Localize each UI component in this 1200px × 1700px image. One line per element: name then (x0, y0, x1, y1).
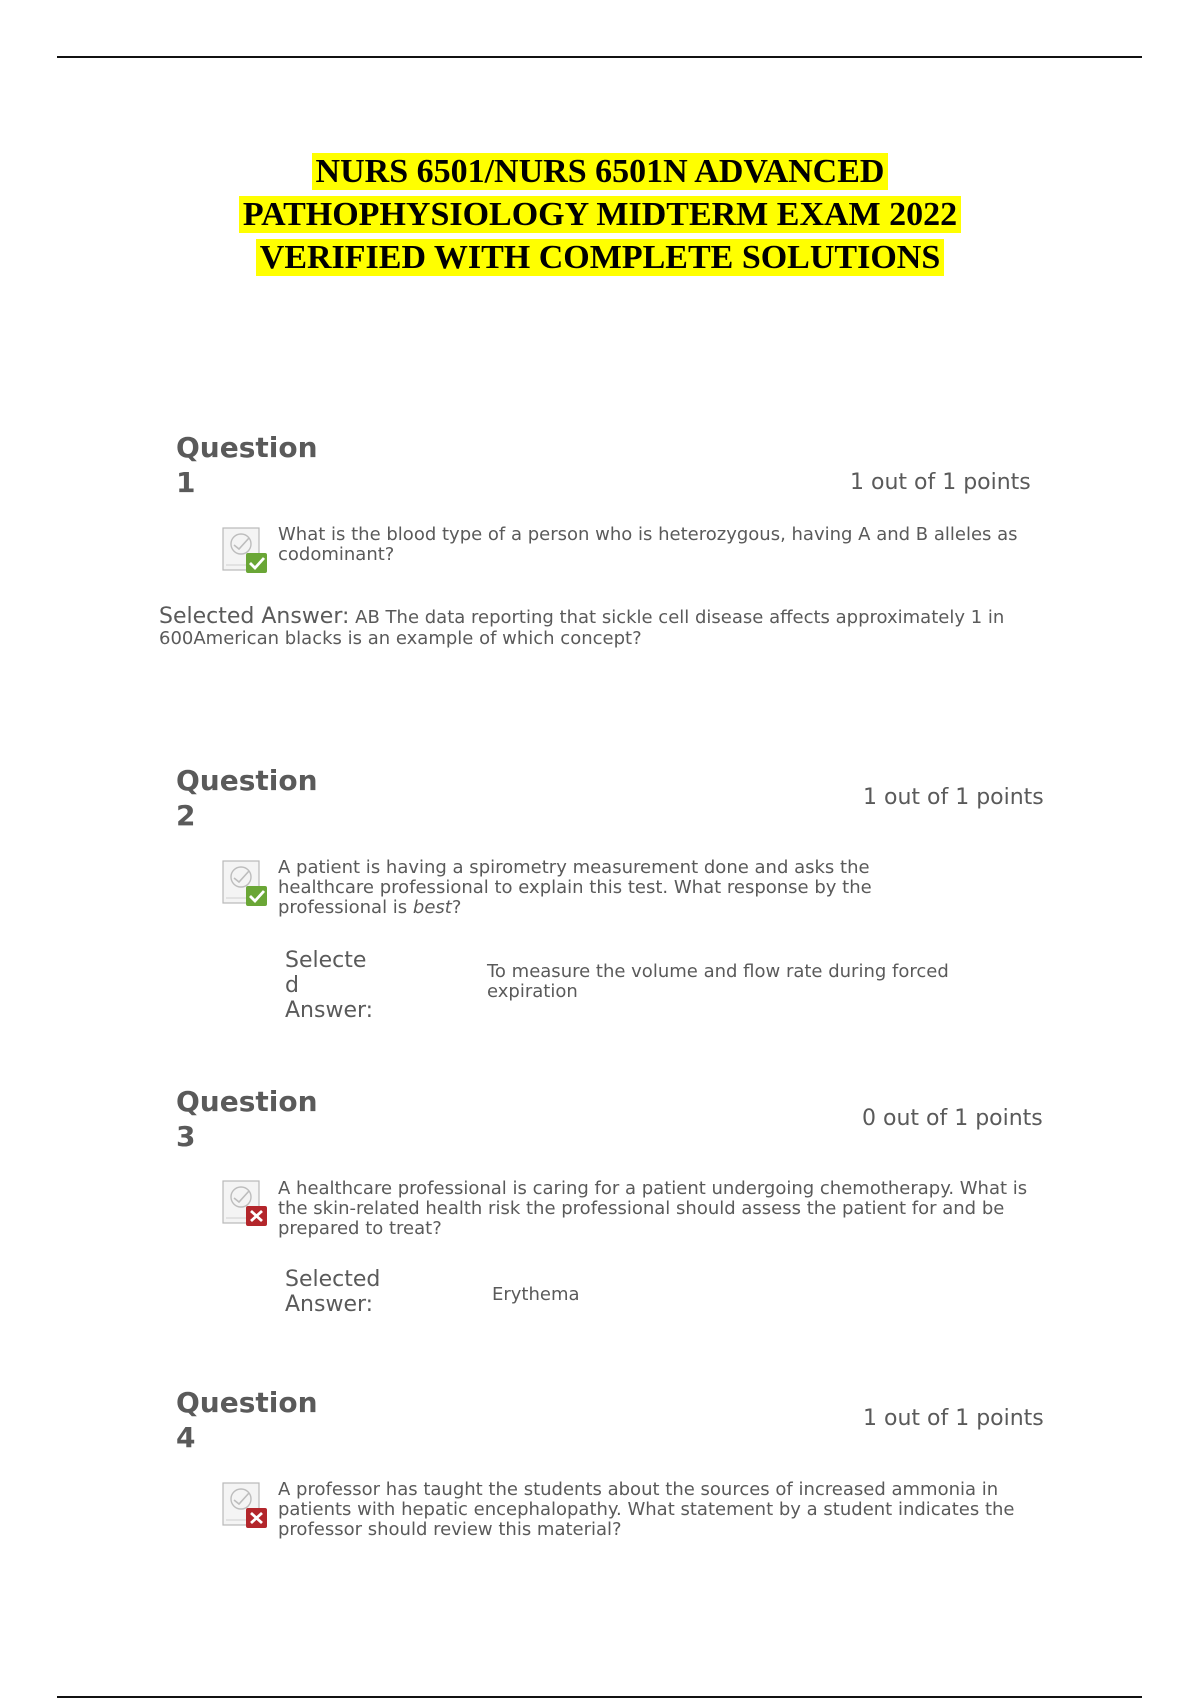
question-label: Question (176, 431, 318, 464)
question-text (278, 858, 948, 918)
label-line: Selected (285, 1267, 381, 1292)
question-heading (176, 430, 336, 500)
question-label: Question (176, 1386, 318, 1419)
document-title (0, 150, 1200, 279)
label-line: d (285, 973, 299, 998)
label-line: Selecte (285, 948, 367, 973)
question-points: 1 out of 1 points (850, 470, 1031, 495)
question-text-emphasis: best (412, 897, 452, 918)
correct-check-icon (220, 857, 272, 909)
correct-check-icon (220, 524, 272, 576)
question-number: 3 (176, 1120, 196, 1153)
title-line: PATHOPHYSIOLOGY MIDTERM EXAM 2022 (239, 196, 961, 233)
question-number: 2 (176, 799, 196, 832)
question-text: A professor has taught the students about the sources of increased ammonia in patients with hepatic encephalopathy. What statement by a student indicates the professor should review this material? (278, 1479, 1015, 1540)
bottom-rule (57, 1696, 1142, 1698)
selected-answer-label (285, 948, 373, 1023)
question-points: 1 out of 1 points (863, 1406, 1044, 1431)
question-label: Question (176, 1085, 318, 1118)
selected-answer-label (285, 1267, 380, 1317)
question-number: 1 (176, 466, 196, 499)
title-line: VERIFIED WITH COMPLETE SOLUTIONS (256, 239, 944, 276)
label-line: Answer: (285, 998, 374, 1023)
question-label: Question (176, 764, 318, 797)
incorrect-x-icon (220, 1479, 272, 1531)
selected-answer-label: Selected Answer: (159, 604, 350, 629)
label-line: Answer: (285, 1292, 374, 1317)
question-points: 1 out of 1 points (863, 785, 1044, 810)
selected-answer-value: To measure the volume and flow rate during forced expiration (487, 961, 949, 1002)
selected-answer-value: AB The data reporting that sickle cell disease affects approximately 1 in 600American blacks is an example of which concept? (159, 607, 1005, 649)
question-heading (176, 763, 336, 833)
question-heading (176, 1385, 336, 1455)
title-line: NURS 6501/NURS 6501N ADVANCED (312, 153, 889, 190)
question-heading (176, 1084, 336, 1154)
question-text: What is the blood type of a person who is heterozygous, having A and B alleles as codominant? (278, 524, 1018, 565)
question-text: A healthcare professional is caring for a patient undergoing chemotherapy. What is the skin-related health risk the professional should assess the patient for and be prepared to treat? (278, 1178, 1028, 1239)
question-text-part: ? (451, 897, 462, 918)
top-rule (57, 56, 1142, 58)
incorrect-x-icon (220, 1177, 272, 1229)
selected-answer-row (159, 606, 1059, 649)
question-text-part: A patient is having a spirometry measurement done and asks the healthcare professional to explain this test. What response by the professional is (278, 857, 872, 918)
selected-answer-value: Erythema (492, 1284, 580, 1305)
question-points: 0 out of 1 points (862, 1106, 1043, 1131)
question-number: 4 (176, 1421, 196, 1454)
